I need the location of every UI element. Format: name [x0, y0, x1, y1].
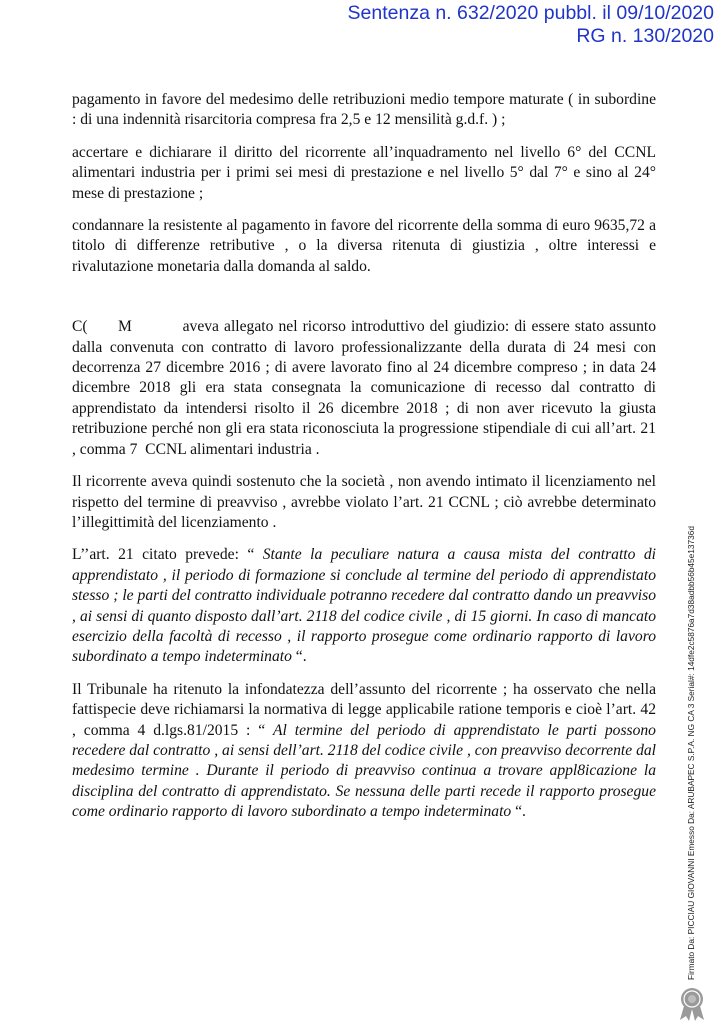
case-reference: RG n. 130/2020	[576, 25, 714, 47]
paragraph-2: accertare e dichiarare il diritto del ricorrente all’inquadramento nel livello 6° del CCNL alimentari industria per i primi sei mesi di prestazione e nel livello 5° dal 7° e sino al 24° mese di prestazione ;	[72, 143, 656, 202]
paragraph-6-intro: L’’art. 21 citato prevede: “	[72, 546, 263, 564]
paragraph-7-end: “.	[511, 803, 526, 821]
document-header	[348, 2, 714, 48]
sentence-reference: Sentenza n. 632/2020 pubbl. il 09/10/2020	[347, 2, 714, 24]
paragraph-1: pagamento in favore del medesimo delle retribuzioni medio tempore maturate ( in subordine : di una indennità risarcitoria compresa fra 2,5 e 12 mensilità g.d.f. ) ;	[72, 91, 656, 129]
seal-icon	[672, 986, 712, 1022]
paragraph-7-quote: Al termine del periodo di apprendistato le parti possono recedere dal contratto , ai sensi dell’art. 2118 del codice civile , con preavviso decorrente dal medesimo termine . Durante il periodo di preavviso continua a trovare appl8icazione la disciplina del contratto di apprendistato. Se nessuna delle parti recede il rapporto prosegue come ordinario rapporto di lavoro subordinato a tempo indeterminato	[72, 721, 656, 821]
paragraph-7	[72, 680, 656, 823]
paragraph-6-end: “.	[291, 648, 307, 666]
digital-signature-note: Firmato Da: PICCIAU GIOVANNI Emesso Da: ARUBAPEC S.P.A. NG CA 3 Serial#: 14dfe2c5876a7d38adbb56b45e13736d	[686, 526, 696, 980]
paragraph-6	[72, 545, 656, 667]
document-body	[72, 90, 660, 835]
paragraph-4: C( M aveva allegato nel ricorso introduttivo del giudizio: di essere stato assunto dalla convenuta con contratto di lavoro professionalizzante della durata di 24 mesi con decorrenza 27 dicembre 2016 ; di avere lavorato fino al 24 dicembre compreso ; in data 24 dicembre 2018 gli era stata consegnata la comunicazione di recesso dal contratto di apprendistato da intendersi risolto il 26 dicembre 2018 ; di non aver ricevuto la giusta retribuzione perché non gli era stata riconosciuta la progressione stipendiale di cui all’art. 21 , comma 7 CCNL alimentari industria .	[72, 318, 660, 458]
paragraph-6-quote: Stante la peculiare natura a causa mista del contratto di apprendistato , il periodo di formazione si conclude al termine del periodo di apprendistato stesso ; le parti del contratto individuale potranno recedere dal contratto dando un preavviso , ai sensi di quanto disposto dall’art. 2118 del codice civile , di 15 giorni. In caso di mancato esercizio della facoltà di recesso , il rapporto prosegue come ordinario rapporto di lavoro subordinato a tempo indeterminato	[72, 546, 656, 666]
paragraph-3: condannare la resistente al pagamento in favore del ricorrente della somma di euro 9635,72 a titolo di differenze retributive , o la diversa ritenuta di giustizia , oltre interessi e rivalutazione monetaria dalla domanda al saldo.	[72, 217, 656, 275]
paragraph-5: Il ricorrente aveva quindi sostenuto che la società , non avendo intimato il licenziamento nel rispetto del termine di preavviso , avrebbe violato l’art. 21 CCNL ; ciò avrebbe determinato l’illegittimità del licenziamento .	[72, 473, 656, 531]
paragraph-7-intro: Il Tribunale ha ritenuto la infondatezza dell’assunto del ricorrente ; ha osservato che nella fattispecie deve richiamarsi la normativa di legge applicabile ratione temporis e cioè l’art. 42 , comma 4 d.lgs.81/2015 : “	[72, 680, 656, 739]
